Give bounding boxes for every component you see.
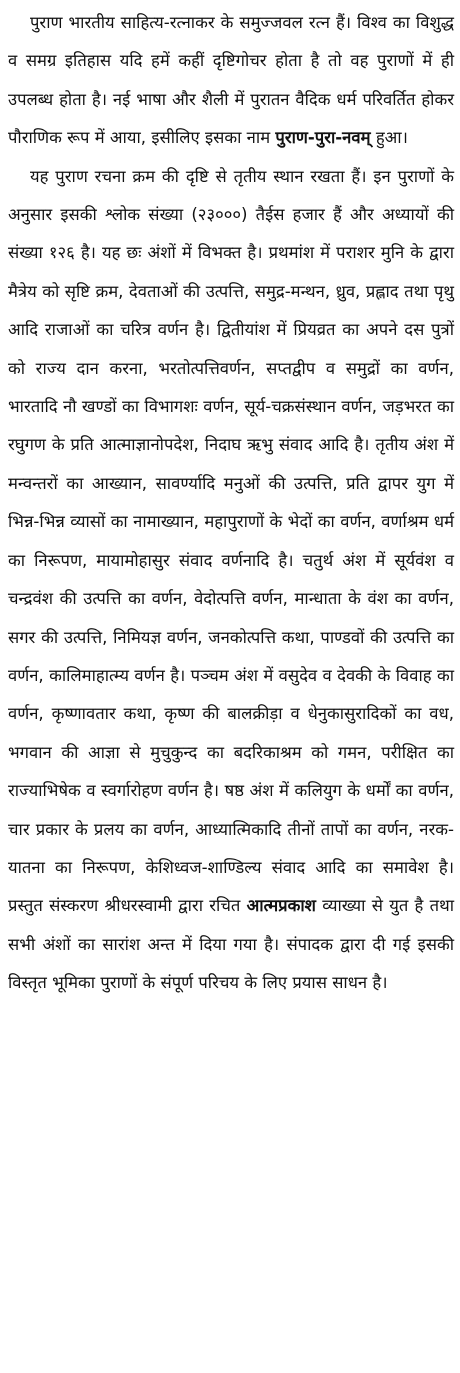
content-paragraph	[8, 158, 454, 1003]
commentary-name: आत्मप्रकाश	[246, 896, 316, 916]
intro-text-end: हुआ।	[370, 128, 408, 148]
intro-text: पुराण भारतीय साहित्य-रत्नाकर के समुज्जवल रत्न हैं। विश्व का विशुद्ध व समग्र इतिहास यदि हमें कहीं दृष्टिगोचर होता है तो वह पुराणों में ही उपलब्ध होता है। नई भाषा और शैली में पुरातन वैदिक धर्म परिवर्तित होकर पौराणिक रूप में आया, इसीलिए इसका नाम	[8, 13, 454, 148]
intro-paragraph	[8, 4, 454, 158]
purana-etymology-term: पुराण-पुरा-नवम्	[275, 128, 371, 148]
content-text-end: व्याख्या से युत है तथा सभी अंशों का सारांश अन्त में दिया गया है। संपादक द्वारा दी गई इसकी विस्तृत भूमिका पुराणों के संपूर्ण परिचय के लिए प्रयास साधन है।	[8, 896, 454, 993]
content-text: यह पुराण रचना क्रम की दृष्टि से तृतीय स्थान रखता हैं। इन पुराणों के अनुसार इसकी श्लोक संख्या (२३०००) तैईस हजार हैं और अध्यायों की संख्या १२६ है। यह छः अंशों में विभक्त है। प्रथमांश में पराशर मुनि के द्वारा मैत्रेय को सृष्टि क्रम, देवताओं की उत्पत्ति, समुद्र-मन्थन, ध्रुव, प्रह्लाद तथा पृथु आदि राजाओं का चरित्र वर्णन है। द्वितीयांश में प्रियव्रत का अपने दस पुत्रों को राज्य दान करना, भरतोत्पत्तिवर्णन, सप्तद्वीप व समुद्रों का वर्णन, भारतादि नौ खण्डों का विभागशः वर्णन, सूर्य-चक्रसंस्थान वर्णन, जड़भरत का रघुगण के प्रति आत्माज्ञानोपदेश, निदाघ ऋभु संवाद आदि है। तृतीय अंश में मन्वन्तरों का आख्यान, सावर्ण्यादि मनुओं की उत्पत्ति, प्रति द्वापर युग में भिन्न-भिन्न व्यासों का नामाख्यान, महापुराणों के भेदों का वर्णन, वर्णाश्रम धर्म का निरूपण, मायामोहासुर संवाद वर्णनादि है। चतुर्थ अंश में सूर्यवंश व चन्द्रवंश की उत्पत्ति का वर्णन, वेदोत्पत्ति वर्णन, मान्धाता के वंश का वर्णन, सगर की उत्पत्ति, निमियज्ञ वर्णन, जनकोत्पत्ति कथा, पाण्डवों की उत्पत्ति का वर्णन, कालिमाहात्म्य वर्णन है। पञ्चम अंश में वसुदेव व देवकी के विवाह का वर्णन, कृष्णावतार कथा, कृष्ण की बालक्रीड़ा व धेनुकासुरादिकों का वध, भगवान की आज्ञा से मुचुकुन्द का बदरिकाश्रम को गमन, परीक्षित का राज्याभिषेक व स्वर्गारोहण वर्णन है। षष्ठ अंश में कलियुग के धर्मों का वर्णन, चार प्रकार के प्रलय का वर्णन, आध्यात्मिकादि तीनों तापों का वर्णन, नरक-यातना का निरूपण, केशिध्वज-शाण्डिल्य संवाद आदि का समावेश है। प्रस्तुत संस्करण श्रीधरस्वामी द्वारा रचित	[8, 166, 454, 916]
